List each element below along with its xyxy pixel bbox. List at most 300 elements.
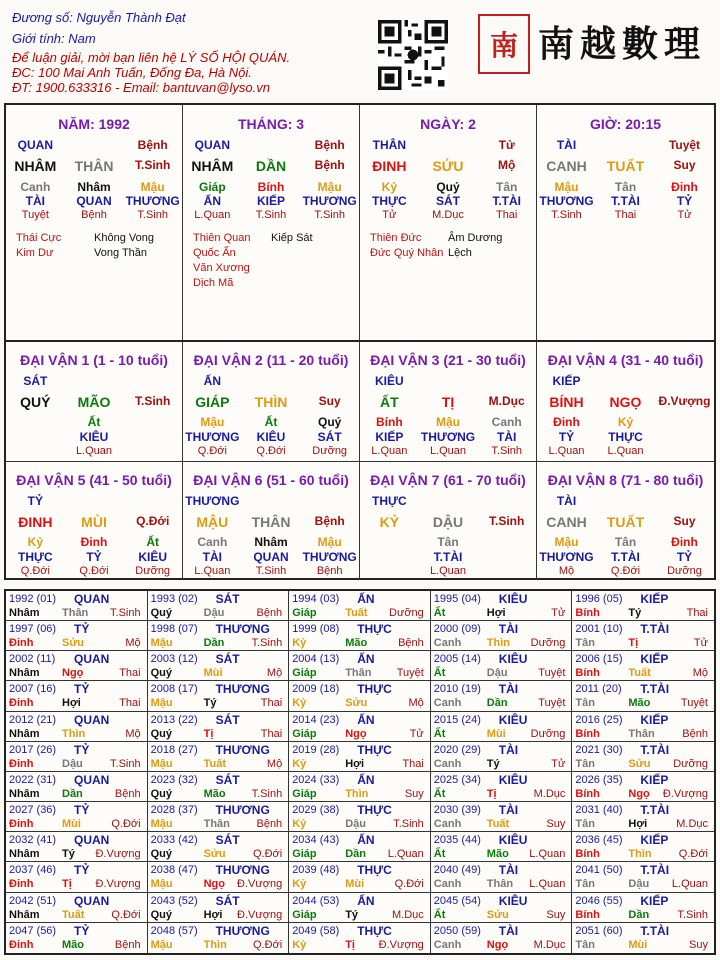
dai-van-cell	[360, 342, 537, 461]
year-god: SÁT	[215, 712, 240, 727]
dai-van-god: KIÊU	[375, 374, 404, 388]
year-stage: T.Sinh	[251, 637, 283, 650]
dai-van-hidden-stages-item: Dưỡng	[667, 565, 702, 577]
dai-van-stem-branch	[183, 394, 359, 410]
year-cell	[289, 802, 431, 832]
year-label: 2050 (59)	[433, 924, 481, 937]
year-stem: Mậu	[150, 878, 173, 891]
year-god: SÁT	[215, 592, 240, 606]
year-label: 2021 (30)	[575, 743, 623, 756]
year-branch: Ngọ	[486, 938, 509, 951]
good-star: Văn Xương	[193, 262, 250, 274]
year-god: TỶ	[74, 622, 90, 637]
pillar-hidden-stems-item: Mậu	[554, 180, 579, 194]
year-label: 2046 (55)	[575, 894, 623, 907]
dai-van-hidden-gods-item: KIÊU	[256, 430, 286, 444]
year-label: 2003 (12)	[150, 653, 198, 666]
dai-van-hidden-stems-item: Ất	[87, 415, 101, 429]
dai-van-hidden-stems-item: Mậu	[554, 535, 579, 549]
dai-van-stem-branch-item: ĐINH	[18, 514, 53, 530]
dai-van-stem-branch-item: MÙI	[81, 514, 107, 530]
year-god: KIÊU	[498, 652, 528, 667]
year-branch: Mão	[203, 787, 226, 800]
year-label: 2006 (15)	[575, 653, 623, 666]
pillar-hidden-stages-item: T.Sinh	[255, 209, 287, 221]
good-star: Quốc Ấn	[193, 247, 236, 259]
year-stem: Mậu	[150, 938, 173, 951]
year-stem: Giáp	[292, 787, 317, 800]
year-label: 1998 (07)	[150, 623, 198, 636]
year-cell	[6, 923, 148, 953]
contact-line: Để luận giải, mời bạn liên hệ LÝ SỐ HỘI QUÁN.	[12, 50, 291, 65]
pillar-hidden-gods-item: THỰC	[372, 194, 407, 208]
pillar-hidden-stages-item: T.Sinh	[551, 209, 582, 221]
pillar-stem-branch-item: DẦN	[255, 158, 287, 174]
year-god: T.TÀI	[640, 803, 670, 818]
year-cell	[148, 772, 290, 802]
dai-van-title: ĐẠI VẬN 3 (21 - 30 tuổi)	[370, 352, 526, 368]
year-stage: Mộ	[266, 757, 283, 770]
pillar-hidden-stages-item: Tử	[382, 209, 397, 221]
year-stem: Canh	[433, 757, 462, 770]
year-god: SÁT	[215, 833, 240, 848]
dai-van-god: SÁT	[23, 374, 48, 388]
year-branch: Dậu	[203, 607, 225, 619]
year-label: 1994 (03)	[292, 593, 340, 605]
year-stem: Kỷ	[292, 697, 307, 710]
dai-van-god-row	[537, 374, 714, 388]
year-cell	[6, 862, 148, 892]
dai-van-hidden-stems-item: Mậu	[200, 415, 225, 429]
dai-van-hidden-stems	[360, 535, 536, 549]
spacer	[477, 374, 536, 388]
spacer	[65, 494, 124, 508]
year-branch: Ngọ	[345, 727, 367, 740]
year-stage: Tuyệt	[538, 667, 566, 680]
pillar-cell	[183, 105, 360, 340]
dai-van-god: THƯƠNG	[185, 494, 240, 508]
year-stage: Đ.Vượng	[378, 938, 424, 951]
dai-van-hidden-stages	[537, 445, 714, 457]
year-branch: Tị	[345, 938, 355, 951]
year-god: ẤN	[357, 652, 375, 667]
dai-van-hidden-stems-item: Bính	[376, 415, 403, 429]
year-stem: Nhâm	[9, 607, 40, 619]
year-stage: Tử	[409, 727, 424, 740]
dai-van-cell	[183, 342, 360, 461]
year-cell	[6, 832, 148, 862]
dai-van-hidden-stages-item: Q.Đới	[610, 565, 641, 577]
year-cell	[572, 742, 714, 772]
year-cell	[572, 893, 714, 923]
good-stars	[370, 231, 448, 261]
dai-van-stem-branch-item: CANH	[546, 514, 587, 530]
year-stem: Bính	[575, 787, 600, 800]
dai-van-cell	[360, 461, 537, 580]
dai-van-god: TỶ	[27, 494, 43, 508]
pillar-god-stage: Tuyệt	[668, 138, 701, 152]
year-label: 2048 (57)	[150, 924, 198, 937]
year-branch: Thân	[203, 818, 230, 831]
year-stage: T.Sinh	[251, 787, 283, 800]
dai-van-hidden-gods-item: TỶ	[86, 550, 102, 564]
year-god: KIÊU	[498, 712, 528, 727]
year-cell	[431, 681, 573, 711]
year-god: TÀI	[498, 863, 519, 878]
dai-van-hidden-gods-item	[123, 430, 182, 444]
year-stem: Mậu	[150, 697, 173, 710]
good-star: Dịch Mã	[193, 277, 234, 289]
year-stem: Quý	[150, 908, 172, 921]
dai-van-hidden-stages	[360, 445, 536, 457]
dai-van-stem-branch-item: NGỌ	[609, 394, 642, 410]
year-branch: Thìn	[62, 727, 86, 740]
year-god: THỰC	[357, 803, 392, 818]
dai-van-hidden-gods-item	[477, 550, 536, 564]
year-stage: L.Quan	[529, 848, 566, 861]
bad-star: Âm Dương Lệch	[448, 232, 503, 259]
qr-code-icon	[378, 20, 448, 90]
dai-van-hidden-stems-item: Kỷ	[27, 535, 43, 549]
owner-label: Đương số:	[12, 10, 73, 25]
pillar-cell	[360, 105, 537, 340]
pillar-hidden-gods	[6, 194, 182, 208]
dai-van-hidden-gods-item: TÀI	[497, 430, 517, 444]
pillar-hidden-stages	[6, 209, 182, 221]
pillar-stem-branch	[6, 158, 182, 174]
year-god: THƯƠNG	[215, 742, 270, 757]
dai-van-hidden-gods-item: THƯƠNG	[185, 430, 240, 444]
year-branch: Ngọ	[203, 878, 225, 891]
year-stem: Mậu	[150, 757, 173, 770]
year-god: QUAN	[74, 712, 110, 727]
dai-van-hidden-stages-item	[477, 565, 536, 577]
year-label: 2005 (14)	[433, 653, 481, 666]
dai-van-cell	[6, 461, 183, 580]
dai-van-stem-branch-item: Đ.Vượng	[658, 394, 711, 408]
year-cell	[289, 651, 431, 681]
year-label: 2030 (39)	[433, 804, 481, 817]
red-seal-logo: 南	[478, 14, 530, 74]
year-god: THƯƠNG	[215, 622, 270, 637]
pillar-hidden-gods-item: THƯƠNG	[125, 194, 180, 208]
year-stem: Kỷ	[292, 637, 307, 650]
dai-van-god-row	[6, 494, 182, 508]
year-god: T.TÀI	[640, 863, 670, 878]
pillar-hidden-stages	[537, 209, 714, 221]
dai-van-stem-branch	[537, 514, 714, 530]
year-cell	[289, 893, 431, 923]
year-stem: Canh	[433, 637, 462, 650]
year-branch: Mão	[486, 848, 509, 861]
year-god: T.TÀI	[640, 622, 670, 637]
year-stage: Q.Đới	[394, 878, 424, 891]
dai-van-hidden-stems	[6, 535, 182, 549]
dai-van-hidden-gods-item: THƯƠNG	[539, 550, 594, 564]
pillar-god: TÀI	[556, 138, 577, 152]
spacer	[242, 138, 301, 152]
year-stage: L.Quan	[671, 878, 708, 891]
pillar-hidden-stems-item: Canh	[20, 180, 51, 194]
spacer	[419, 494, 478, 508]
spacer	[596, 374, 655, 388]
dai-van-hidden-stages-item: T.Sinh	[491, 445, 522, 457]
year-stage: Thai	[260, 697, 283, 710]
spacer	[596, 138, 655, 152]
pillar-stars	[370, 231, 532, 261]
dai-van-hidden-stages-item: L.Quan	[548, 445, 585, 457]
dai-van-title: ĐẠI VẬN 7 (61 - 70 tuổi)	[370, 472, 526, 488]
dai-van-hidden-gods-item	[6, 430, 65, 444]
pillar-hidden-stages	[183, 209, 359, 221]
year-stem: Đinh	[9, 938, 34, 951]
year-label: 1996 (05)	[575, 593, 623, 605]
dai-van-hidden-stages-item	[123, 445, 182, 457]
pillar-stem-branch-item: NHÂM	[191, 158, 234, 174]
year-stem: Đinh	[9, 697, 34, 710]
pillar-hidden-stems-item: Tân	[614, 180, 637, 194]
four-pillars-table	[4, 103, 716, 342]
pillar-stem-branch-item: Suy	[673, 158, 696, 172]
dai-van-hidden-gods-item: SÁT	[317, 430, 342, 444]
dai-van-hidden-gods-item: TÀI	[202, 550, 222, 564]
year-branch: Sửu	[62, 637, 85, 650]
year-label: 2037 (46)	[9, 864, 57, 877]
pillar-stem-branch-item: Bệnh	[314, 158, 345, 172]
year-stem: Kỷ	[292, 878, 307, 891]
dai-van-hidden-stages-item: T.Sinh	[255, 565, 287, 577]
pillar-stem-branch-item: NHÂM	[14, 158, 57, 174]
year-god: ẤN	[357, 893, 375, 908]
year-branch: Dần	[62, 787, 83, 800]
year-branch: Tị	[62, 878, 72, 891]
year-stage: M.Dục	[533, 787, 566, 800]
dai-van-hidden-stages-item: L.Quan	[194, 565, 231, 577]
pillar-hidden-stems-item: Kỷ	[381, 180, 397, 194]
dai-van-cell	[6, 342, 183, 461]
year-cell	[431, 742, 573, 772]
year-stem: Tân	[575, 938, 595, 951]
dai-van-stem-branch-item: T.Sinh	[135, 394, 171, 408]
dai-van-hidden-stages-item: L.Quan	[371, 445, 408, 457]
year-cell	[289, 591, 431, 621]
dai-van-hidden-stems-item: Đinh	[671, 535, 698, 549]
year-branch: Sửu	[203, 848, 226, 861]
year-cell	[148, 802, 290, 832]
dai-van-hidden-stems	[537, 535, 714, 549]
owner-line	[12, 10, 186, 25]
year-god: TÀI	[498, 923, 519, 938]
year-cell	[148, 832, 290, 862]
pillar-hidden-stages-item: Bệnh	[81, 209, 107, 221]
year-label: 2017 (26)	[9, 743, 57, 756]
dai-van-hidden-stages-item: Q.Đới	[256, 445, 286, 457]
dai-van-stem-branch-item: MẬU	[196, 514, 229, 530]
year-branch: Ngọ	[62, 667, 84, 680]
pillar-hidden-gods-item: ẤN	[203, 194, 221, 208]
yearly-luck-table	[4, 589, 716, 955]
pillar-god-stage: Bệnh	[137, 138, 168, 152]
pillar-stem-branch-item: TUẤT	[606, 158, 645, 174]
dai-van-hidden-stems-item: Quý	[318, 415, 342, 429]
pillar-stars	[193, 231, 355, 291]
year-branch: Tý	[203, 697, 217, 710]
year-god: THƯƠNG	[215, 682, 270, 697]
year-branch: Mão	[628, 697, 651, 710]
year-stage: Thai	[686, 607, 708, 619]
year-stage: Dưỡng	[673, 757, 708, 770]
pillar-hidden-stages-item: Tử	[677, 209, 692, 221]
year-cell	[6, 681, 148, 711]
year-god: THỰC	[357, 682, 392, 697]
dai-van-hidden-stages	[6, 565, 182, 577]
year-cell	[572, 772, 714, 802]
year-stem: Bính	[575, 848, 600, 861]
year-stem: Giáp	[292, 667, 317, 680]
year-stem: Nhâm	[9, 908, 40, 921]
gender-value: Nam	[68, 31, 96, 46]
bad-star: Vong Thần	[94, 247, 148, 259]
pillar-hidden-gods-item: TỶ	[676, 194, 693, 208]
year-god: TỶ	[74, 923, 90, 938]
year-stage: T.Sinh	[110, 607, 141, 619]
pillar-hidden-gods	[537, 194, 714, 208]
dai-van-hidden-stems-item	[360, 535, 419, 549]
year-stem: Quý	[150, 848, 172, 861]
dai-van-stem-branch	[183, 514, 359, 530]
year-god: THƯƠNG	[215, 923, 270, 938]
year-stem: Đinh	[9, 878, 34, 891]
spacer	[242, 494, 301, 508]
dai-van-hidden-gods-item: THƯƠNG	[420, 430, 476, 444]
year-god: T.TÀI	[640, 923, 670, 938]
dai-van-hidden-stems-item: Đinh	[80, 535, 108, 549]
pillar-hidden-gods-item: T.TÀI	[492, 194, 522, 208]
year-cell	[6, 621, 148, 651]
year-god: KIẾP	[640, 592, 669, 606]
year-label: 2043 (52)	[150, 894, 198, 907]
good-stars	[16, 231, 94, 261]
year-god: SÁT	[215, 772, 240, 787]
year-stem: Bính	[575, 667, 600, 680]
dai-van-hidden-stems-item: Ất	[146, 535, 160, 549]
year-god: TỶ	[74, 803, 90, 818]
year-cell	[148, 712, 290, 742]
dai-van-stem-branch-item: DẬU	[432, 514, 464, 530]
year-label: 2009 (18)	[292, 683, 340, 696]
year-stem: Mậu	[150, 818, 173, 831]
pillar-hidden-stems-item: Tân	[496, 180, 518, 194]
pillar-hidden-gods	[360, 194, 536, 208]
year-stem: Quý	[150, 607, 172, 619]
year-label: 2044 (53)	[292, 894, 340, 907]
pillar-stem-branch-item: ĐINH	[372, 158, 407, 174]
year-cell	[431, 923, 573, 953]
dai-van-hidden-stems-item: Canh	[197, 535, 228, 549]
pillar-hidden-stems-item: Mậu	[140, 180, 165, 194]
dai-van-hidden-gods-item: KIẾP	[375, 430, 404, 444]
pillar-hidden-stages-item: L.Quan	[194, 209, 231, 221]
pillar-hidden-stems	[183, 180, 359, 194]
year-stage: Đ.Vượng	[237, 908, 283, 921]
year-cell	[148, 621, 290, 651]
year-stage: Tuyệt	[538, 697, 566, 710]
year-cell	[289, 742, 431, 772]
year-cell	[289, 772, 431, 802]
pillar-title: GIỜ: 20:15	[589, 116, 662, 132]
year-cell	[148, 742, 290, 772]
year-god: THƯƠNG	[215, 863, 270, 878]
year-label: 2023 (32)	[150, 773, 198, 786]
year-branch: Mùi	[345, 878, 365, 891]
year-stage: Q.Đới	[111, 908, 141, 921]
year-branch: Dần	[345, 848, 366, 861]
year-label: 2038 (47)	[150, 864, 198, 877]
year-stem: Canh	[433, 878, 462, 891]
dai-van-stem-branch-item: KỶ	[379, 514, 400, 530]
dai-van-hidden-stems	[537, 415, 714, 429]
year-god: ẤN	[357, 592, 375, 606]
bad-stars	[271, 231, 349, 246]
year-branch: Hợi	[203, 908, 223, 921]
year-god: KIẾP	[640, 652, 669, 667]
dai-van-hidden-stages	[360, 565, 536, 577]
year-stem: Tân	[575, 697, 595, 710]
dai-van-stem-branch-item: M.Dục	[488, 394, 525, 408]
pillar-stem-branch-item: T.Sinh	[135, 158, 171, 172]
dai-van-hidden-gods-item	[655, 430, 714, 444]
year-branch: Sửu	[486, 908, 509, 921]
year-branch: Dậu	[628, 878, 650, 891]
year-stage: Đ.Vượng	[662, 787, 708, 800]
bad-stars	[94, 231, 172, 261]
dai-van-god-row	[360, 374, 536, 388]
dai-van-hidden-gods	[537, 430, 714, 444]
year-label: 2022 (31)	[9, 773, 57, 786]
pillar-god: QUAN	[17, 138, 53, 152]
dai-van-hidden-stems-item: Nhâm	[254, 535, 288, 549]
pillar-hidden-gods-item: THƯƠNG	[539, 194, 594, 208]
dai-van-god-row	[6, 374, 182, 388]
dai-van-stem-branch-item: Bệnh	[314, 514, 345, 528]
good-star: Thiên Quan	[193, 232, 251, 244]
pillar-god-stage: Tử	[498, 138, 515, 152]
dai-van-hidden-gods	[6, 550, 182, 564]
year-god: ẤN	[357, 772, 375, 787]
dai-van-cell	[537, 342, 714, 461]
dai-van-hidden-gods	[183, 430, 359, 444]
pillar-hidden-gods	[183, 194, 359, 208]
pillar-stem-branch-item: SỬU	[432, 158, 464, 174]
pillar-stem-branch	[360, 158, 536, 174]
year-label: 2051 (60)	[575, 924, 623, 937]
dai-van-title: ĐẠI VẬN 4 (31 - 40 tuổi)	[547, 352, 704, 368]
year-label: 2028 (37)	[150, 804, 198, 817]
owner-name: Nguyễn Thành Đạt	[76, 10, 186, 25]
year-branch: Tý	[486, 757, 500, 770]
dai-van-hidden-gods-item: THỰC	[18, 550, 53, 564]
year-label: 2029 (38)	[292, 804, 340, 817]
year-god: TÀI	[498, 803, 519, 818]
pillar-hidden-stems	[6, 180, 182, 194]
year-branch: Mùi	[486, 727, 506, 740]
year-stage: M.Dục	[533, 938, 566, 951]
year-label: 2002 (11)	[9, 653, 56, 666]
year-label: 2032 (41)	[9, 834, 57, 847]
pillar-title: NGÀY: 2	[420, 116, 476, 132]
dai-van-hidden-stages-item: L.Quan	[429, 445, 467, 457]
spacer	[419, 138, 478, 152]
